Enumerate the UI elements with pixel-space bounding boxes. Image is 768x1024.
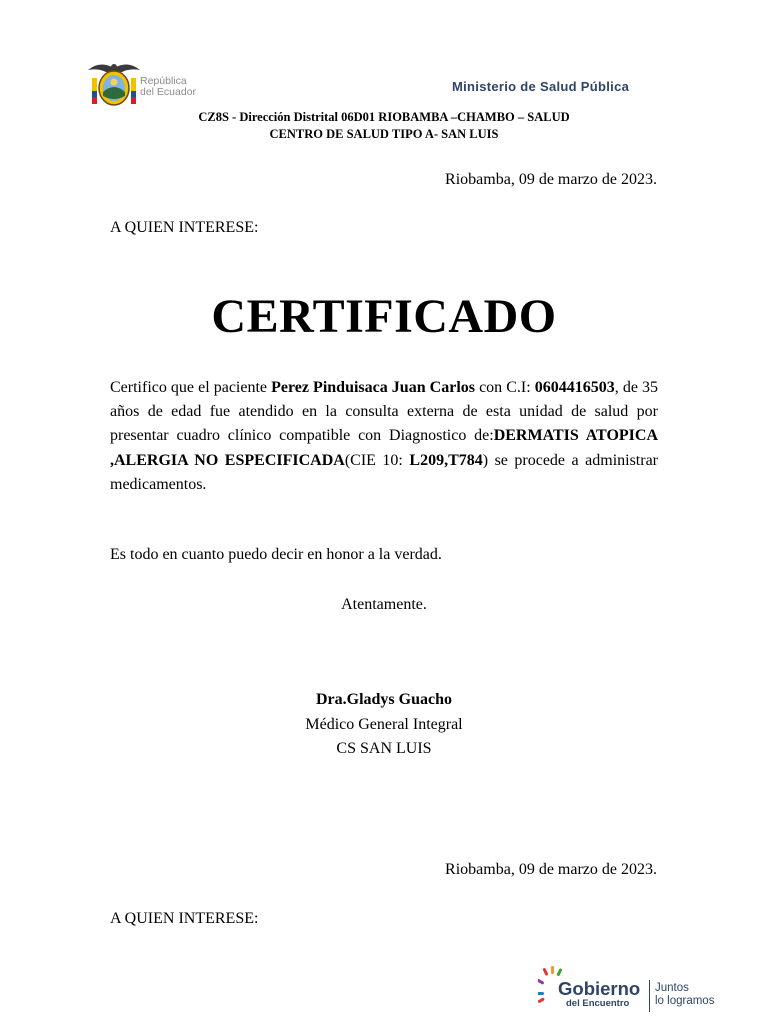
signer-center: CS SAN LUIS bbox=[336, 740, 432, 757]
document-date: Riobamba, 09 de marzo de 2023. bbox=[445, 171, 657, 188]
diagnosis: DERMATIS ATOPICA ,ALERGIA NO ESPECIFICADA bbox=[110, 427, 658, 469]
body-text: con C.I: bbox=[475, 379, 535, 396]
body-text: ) se procede a administrar medicamentos. bbox=[110, 451, 659, 493]
addressee-repeat: A QUIEN INTERESE: bbox=[110, 910, 259, 927]
gobierno-brand-sub: del Encuentro bbox=[566, 998, 630, 1009]
gobierno-tagline: Juntos lo logramos bbox=[655, 982, 715, 1007]
health-center-header: CENTRO DE SALUD TIPO A- SAN LUIS bbox=[269, 127, 499, 141]
document-title: CERTIFICADO bbox=[211, 290, 557, 343]
certificate-body bbox=[110, 376, 658, 497]
patient-id: 0604416503 bbox=[534, 379, 615, 396]
document-date-repeat: Riobamba, 09 de marzo de 2023. bbox=[445, 861, 657, 878]
patient-name: Perez Pinduisaca Juan Carlos bbox=[271, 379, 476, 396]
body-text: Certifico que el paciente bbox=[110, 379, 272, 396]
gobierno-brand: Gobierno bbox=[558, 978, 641, 999]
regards: Atentamente. bbox=[341, 596, 427, 613]
body-text: (CIE 10: bbox=[344, 451, 410, 469]
footer-divider bbox=[649, 980, 650, 1012]
addressee: A QUIEN INTERESE: bbox=[110, 219, 259, 236]
body-text: , de 35 años de edad fue atendido en la consulta externa de esta unidad de salud por presentar cuadro clínico compatible con Diagnostico de: bbox=[110, 379, 659, 445]
cie-codes: L209,T784 bbox=[409, 451, 483, 469]
signer-name: Dra.Gladys Guacho bbox=[315, 691, 452, 708]
closing-statement: Es todo en cuanto puedo decir en honor a la verdad. bbox=[110, 546, 442, 563]
signer-role: Médico General Integral bbox=[305, 716, 463, 733]
district-header: CZ8S - Dirección Distrital 06D01 RIOBAMBA –CHAMBO – SALUD bbox=[198, 110, 570, 124]
country-name: República del Ecuador bbox=[140, 75, 197, 98]
ministry-name: Ministerio de Salud Pública bbox=[452, 79, 630, 94]
